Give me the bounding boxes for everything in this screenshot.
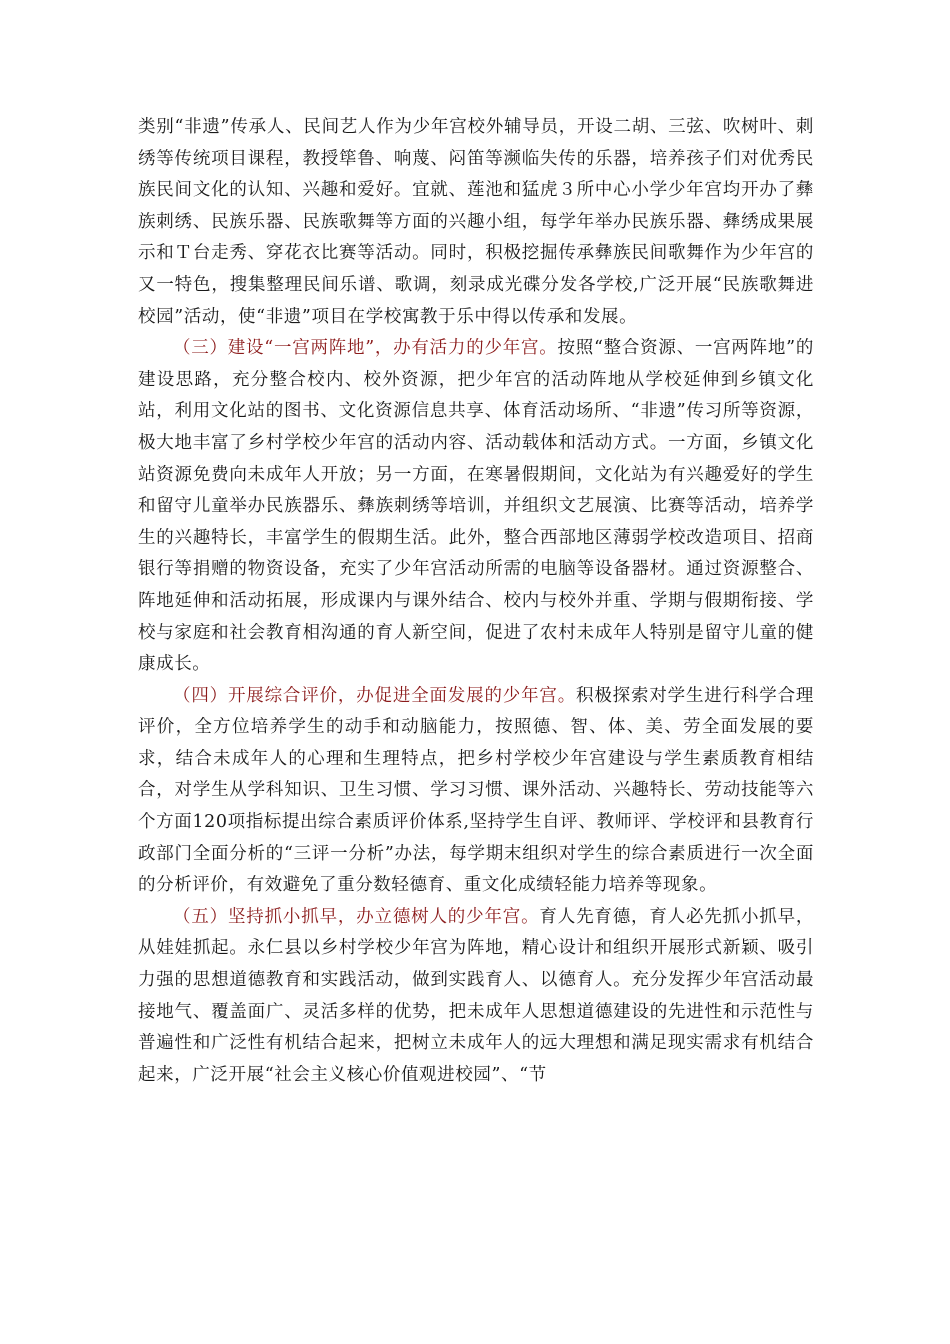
document-body: [138, 112, 814, 1091]
paragraph-section-three: [138, 333, 814, 681]
paragraph-section-five: [138, 902, 814, 1092]
paragraph-continued: [138, 112, 814, 333]
paragraph-section-four: [138, 681, 814, 902]
paragraph-body: 按照“整合资源、一宫两阵地”的建设思路，充分整合校内、校外资源，把少年宫的活动阵地从学校延伸到乡镇文化站，利用文化站的图书、文化资源信息共享、体育活动场所、“非遗”传习所等资源，极大地丰富了乡村学校少年宫的活动内容、活动载体和活动方式。一方面，乡镇文化站资源免费向未成年人开放；另一方面，在寒暑假期间，文化站为有兴趣爱好的学生和留守儿童举办民族器乐、彝族刺绣等培训，并组织文艺展演、比赛等活动，培养学生的兴趣特长，丰富学生的假期生活。此外，整合西部地区薄弱学校改造项目、招商银行等捐赠的物资设备，充实了少年宫活动所需的电脑等设备器材。通过资源整合、阵地延伸和活动拓展，形成课内与课外结合、校内与校外并重、学期与假期衔接、学校与家庭和社会教育相沟通的育人新空间，促进了农村未成年人特别是留守儿童的健康成长。: [138, 338, 814, 675]
section-heading-five: （五）坚持抓小抓早，办立德树人的少年宫。: [173, 906, 540, 927]
paragraph-body: 类别“非遗”传承人、民间艺人作为少年宫校外辅导员，开设二胡、三弦、吹树叶、刺绣等传统项目课程，教授筚鲁、响蔑、闷笛等濒临失传的乐器，培养孩子们对优秀民族民间文化的认知、兴趣和爱好。宜就、莲池和猛虎３所中心小学少年宫均开办了彝族刺绣、民族乐器、民族歌舞等方面的兴趣小组，每学年举办民族乐器、彝绣成果展示和Ｔ台走秀、穿花衣比赛等活动。同时，积极挖掘传承彝族民间歌舞作为少年宫的又一特色，搜集整理民间乐谱、歌调，刻录成光碟分发各学校,广泛开展“民族歌舞进校园”活动，使“非遗”项目在学校寓教于乐中得以传承和发展。: [138, 117, 814, 327]
paragraph-body: 育人先育德，育人必先抓小抓早，从娃娃抓起。永仁县以乡村学校少年宫为阵地，精心设计和组织开展形式新颖、吸引力强的思想道德教育和实践活动，做到实践育人、以德育人。充分发挥少年宫活动最接地气、覆盖面广、灵活多样的优势，把未成年人思想道德建设的先进性和示范性与普遍性和广泛性有机结合起来，把树立未成年人的远大理想和满足现实需求有机结合起来，广泛开展“社会主义核心价值观进校园”、“节: [138, 906, 815, 1085]
section-heading-three: （三）建设“一宫两阵地”，办有活力的少年宫。: [173, 338, 558, 359]
section-heading-four: （四）开展综合评价，办促进全面发展的少年宫。: [173, 685, 577, 706]
paragraph-body: 积极探索对学生进行科学合理评价，全方位培养学生的动手和动脑能力，按照德、智、体、美、劳全面发展的要求，结合未成年人的心理和生理特点，把乡村学校少年宫建设与学生素质教育相结合，对学生从学科知识、卫生习惯、学习习惯、课外活动、兴趣特长、劳动技能等六个方面120项指标提出综合素质评价体系,坚持学生自评、教师评、学校评和县教育行政部门全面分析的“三评一分析”办法，每学期末组织对学生的综合素质进行一次全面的分析评价，有效避免了重分数轻德育、重文化成绩轻能力培养等现象。: [138, 685, 814, 896]
